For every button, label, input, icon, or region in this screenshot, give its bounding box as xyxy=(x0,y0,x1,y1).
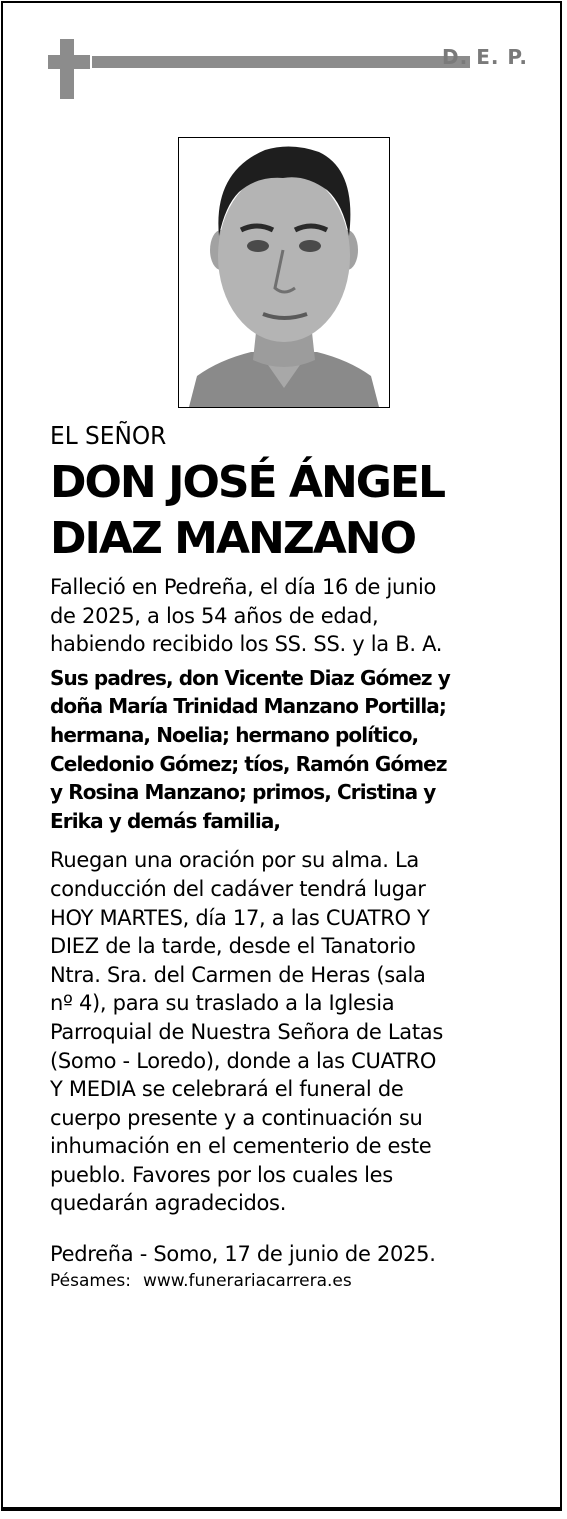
service-line: DIEZ de la tarde, desde el Tanatorio xyxy=(50,934,416,959)
family-list xyxy=(50,664,520,836)
service-line: Ruegan una oración por su alma. La xyxy=(50,848,419,873)
cross-icon xyxy=(48,39,90,99)
service-line: (Somo - Loredo), donde a las CUATRO xyxy=(50,1048,437,1073)
family-line: Celedonio Gómez; tíos, Ramón Gómez xyxy=(50,751,447,776)
dep-label: D. E. P. xyxy=(442,45,528,69)
death-notice-line: Falleció en Pedreña, el día 16 de junio xyxy=(50,575,437,599)
obituary-content xyxy=(50,417,520,1293)
service-line: cuerpo presente y a continuación su xyxy=(50,1105,423,1130)
service-line: inhumación en el cementerio de este xyxy=(50,1134,432,1159)
service-line: Y MEDIA se celebrará el funeral de xyxy=(50,1077,404,1102)
condolences-label: Pésames: xyxy=(50,1270,131,1291)
family-line: Sus padres, don Vicente Diaz Gómez y xyxy=(50,665,450,690)
honorific: EL SEÑOR xyxy=(50,421,167,450)
deceased-name-line: DIAZ MANZANO xyxy=(50,513,416,564)
obituary-header xyxy=(48,39,528,99)
condolences xyxy=(50,1269,520,1293)
portrait-photo xyxy=(178,137,390,408)
service-line: Parroquial de Nuestra Señora de Latas xyxy=(50,1019,443,1044)
portrait-photo-icon xyxy=(179,138,389,407)
service-line: nº 4), para su traslado a la Iglesia xyxy=(50,991,395,1016)
family-line: y Rosina Manzano; primos, Cristina y xyxy=(50,780,436,805)
death-notice-line: de 2025, a los 54 años de edad, xyxy=(50,603,379,628)
family-line: Erika y demás familia, xyxy=(50,808,281,833)
service-details xyxy=(50,846,520,1218)
obituary-frame xyxy=(1,1,562,1511)
deceased-name xyxy=(50,455,520,567)
header-rule xyxy=(92,56,470,68)
service-line: HOY MARTES, día 17, a las CUATRO Y xyxy=(50,905,430,930)
service-line: conducción del cadáver tendrá lugar xyxy=(50,876,426,901)
service-line: quedarán agradecidos. xyxy=(50,1191,287,1216)
place-date: Pedreña - Somo, 17 de junio de 2025. xyxy=(50,1242,436,1267)
service-line: Ntra. Sra. del Carmen de Heras (sala xyxy=(50,962,426,987)
family-line: doña María Trinidad Manzano Portilla; xyxy=(50,694,446,719)
family-line: hermana, Noelia; hermano político, xyxy=(50,722,419,747)
deceased-name-line: DON JOSÉ ÁNGEL xyxy=(50,457,444,508)
death-notice-line: habiendo recibido los SS. SS. y la B. A. xyxy=(50,632,443,657)
condolences-url: www.funerariacarrera.es xyxy=(142,1270,352,1291)
service-line: pueblo. Favores por los cuales les xyxy=(50,1162,393,1187)
death-notice xyxy=(50,573,520,659)
